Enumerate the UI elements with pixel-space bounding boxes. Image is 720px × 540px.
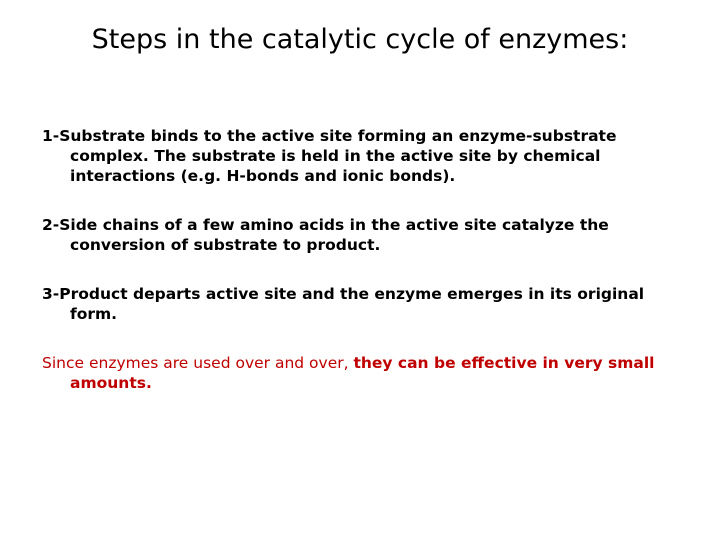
conclusion-emphasis: they can be effective in very small amounts. xyxy=(70,354,655,392)
step-1-text: 1-Substrate binds to the active site forming an enzyme-substrate complex. The substrate is held in the active site by chemical interactions (e.g. H-bonds and ionic bonds). xyxy=(42,127,617,185)
step-3-text: 3-Product departs active site and the enzyme emerges in its original form. xyxy=(42,285,645,323)
slide-body xyxy=(42,126,682,422)
conclusion-plain: Since enzymes are used over and over, xyxy=(42,354,354,372)
conclusion-text xyxy=(42,353,682,393)
step-2-text: 2-Side chains of a few amino acids in the active site catalyze the conversion of substrate to product. xyxy=(42,216,609,254)
slide-title: Steps in the catalytic cycle of enzymes: xyxy=(91,24,629,55)
